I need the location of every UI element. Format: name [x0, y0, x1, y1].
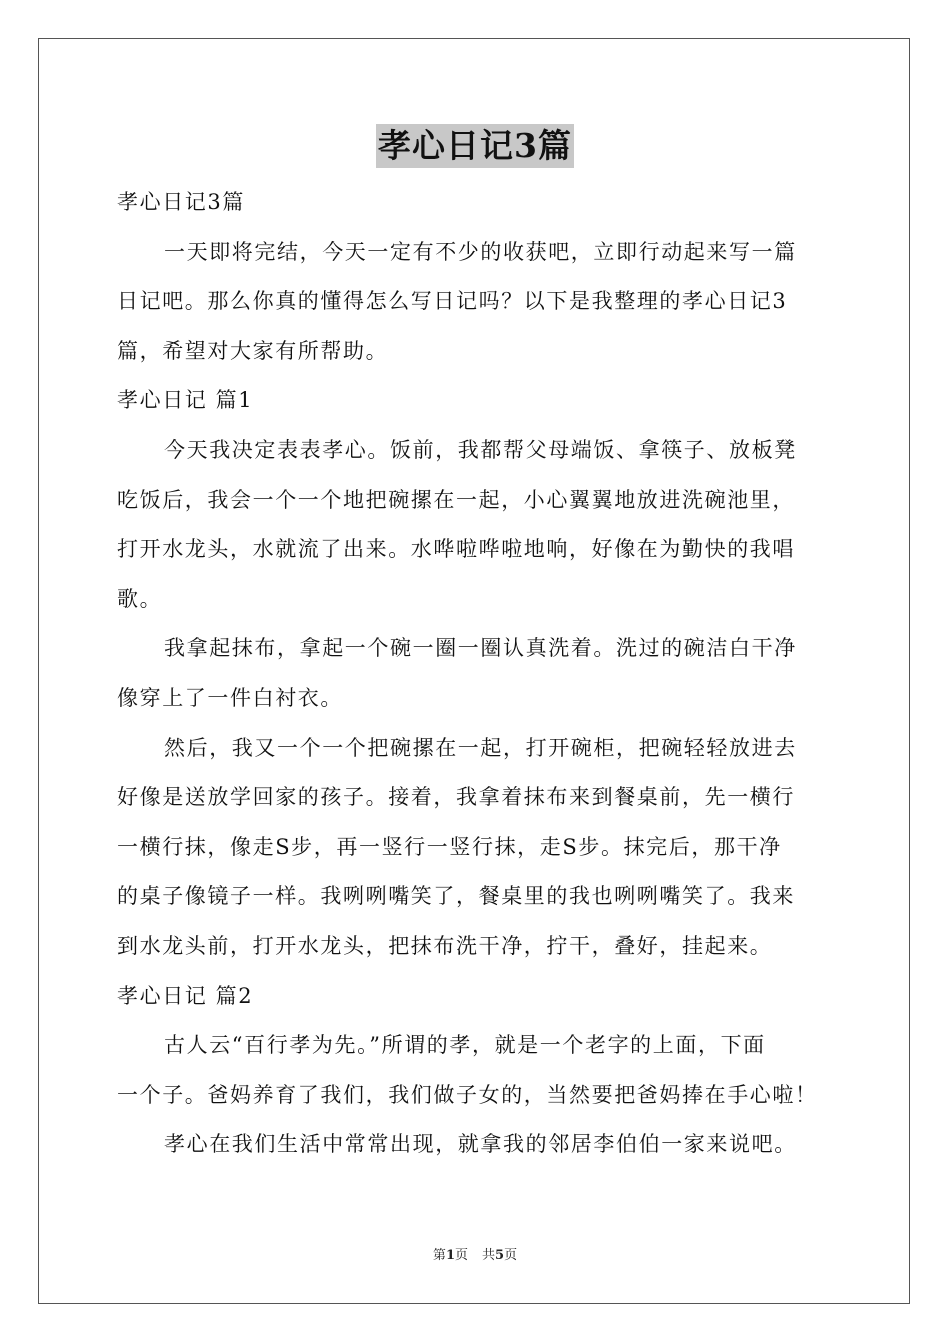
text-line: 吃饭后，我会一个一个地把碗摞在一起，小心翼翼地放进洗碗池里， — [117, 487, 795, 512]
text-line: 我拿起抹布，拿起一个碗一圈一圈认真洗着。洗过的碗洁白干净 — [164, 636, 797, 661]
text-line: 歌。 — [117, 586, 163, 611]
text-line: 一个子。爸妈养育了我们，我们做子女的，当然要把爸妈捧在手心啦！ — [117, 1082, 818, 1107]
title-area — [0, 124, 950, 168]
text-line: 到水龙头前，打开水龙头，把抹布洗干净，拧干，叠好，挂起来。 — [117, 933, 773, 958]
document-body — [117, 178, 837, 1170]
text-line: 孝心日记3篇 — [117, 190, 245, 214]
text-line: 一天即将完结，今天一定有不少的收获吧，立即行动起来写一篇 — [164, 239, 797, 264]
text-line: 像穿上了一件白衬衣。 — [117, 685, 343, 710]
document-title: 孝心日记3篇 — [376, 124, 574, 168]
text-line: 篇，希望对大家有所帮助。 — [117, 338, 389, 363]
text-line: 孝心在我们生活中常常出现，就拿我的邻居李伯伯一家来说吧。 — [164, 1132, 797, 1157]
text-line: 好像是送放学回家的孩子。接着，我拿着抹布来到餐桌前，先一横行 — [117, 785, 795, 810]
text-line: 日记吧。那么你真的懂得怎么写日记吗？以下是我整理的孝心日记3 — [117, 289, 788, 314]
footer-total-pages: 5 — [495, 1248, 505, 1263]
footer-page-prefix: 第 — [432, 1248, 446, 1263]
text-line: 孝心日记 篇2 — [117, 983, 254, 1008]
text-line: 打开水龙头，水就流了出来。水哗啦哗啦地响，好像在为勤快的我唱 — [117, 537, 795, 562]
text-line: 然后，我又一个一个把碗摞在一起，打开碗柜，把碗轻轻放进去 — [164, 735, 797, 760]
footer-total-suffix: 页 — [504, 1248, 518, 1263]
footer-total-prefix: 共 — [482, 1248, 496, 1263]
footer-page-number: 1 — [445, 1248, 455, 1263]
text-line: 孝心日记 篇1 — [117, 388, 254, 413]
text-line: 的桌子像镜子一样。我咧咧嘴笑了，餐桌里的我也咧咧嘴笑了。我来 — [117, 884, 795, 909]
page-footer — [0, 1247, 950, 1265]
text-line: 一横行抹，像走S步，再一竖行一竖行抹，走S步。抹完后，那干净 — [117, 834, 782, 859]
text-line: 今天我决定表表孝心。饭前，我都帮父母端饭、拿筷子、放板凳 — [164, 437, 797, 462]
footer-page-suffix: 页 — [454, 1248, 468, 1263]
text-line: 古人云“百行孝为先。”所谓的孝，就是一个老字的上面，下面 — [164, 1033, 766, 1058]
